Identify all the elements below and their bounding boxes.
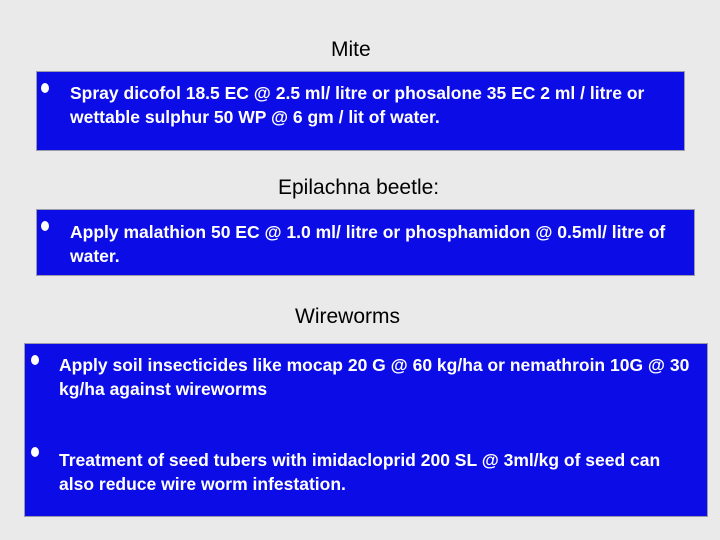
bullet-icon — [41, 83, 49, 93]
epilachna-heading: Epilachna beetle: — [278, 176, 440, 199]
bullet-icon — [31, 447, 39, 457]
bullet-icon — [31, 355, 39, 365]
epilachna-box — [36, 209, 695, 276]
mite-item: Spray dicofol 18.5 EC @ 2.5 ml/ litre or phosalone 35 EC 2 ml / litre or wettable sulphur 50 WP @ 6 gm / lit of water. — [70, 83, 645, 127]
epilachna-item: Apply malathion 50 EC @ 1.0 ml/ litre or phosphamidon @ 0.5ml/ litre of water. — [70, 222, 666, 266]
wireworms-box — [24, 343, 708, 517]
wireworms-heading: Wireworms — [295, 305, 400, 328]
wireworms-item-2: Treatment of seed tubers with imidacloprid 200 SL @ 3ml/kg of seed can also reduce wire worm infestation. — [59, 450, 661, 494]
wireworms-item-1: Apply soil insecticides like mocap 20 G @ 60 kg/ha or nemathroin 10G @ 30 kg/ha against wireworms — [59, 355, 690, 399]
bullet-icon — [41, 221, 49, 231]
mite-heading: Mite — [331, 38, 371, 61]
mite-box — [36, 71, 685, 151]
